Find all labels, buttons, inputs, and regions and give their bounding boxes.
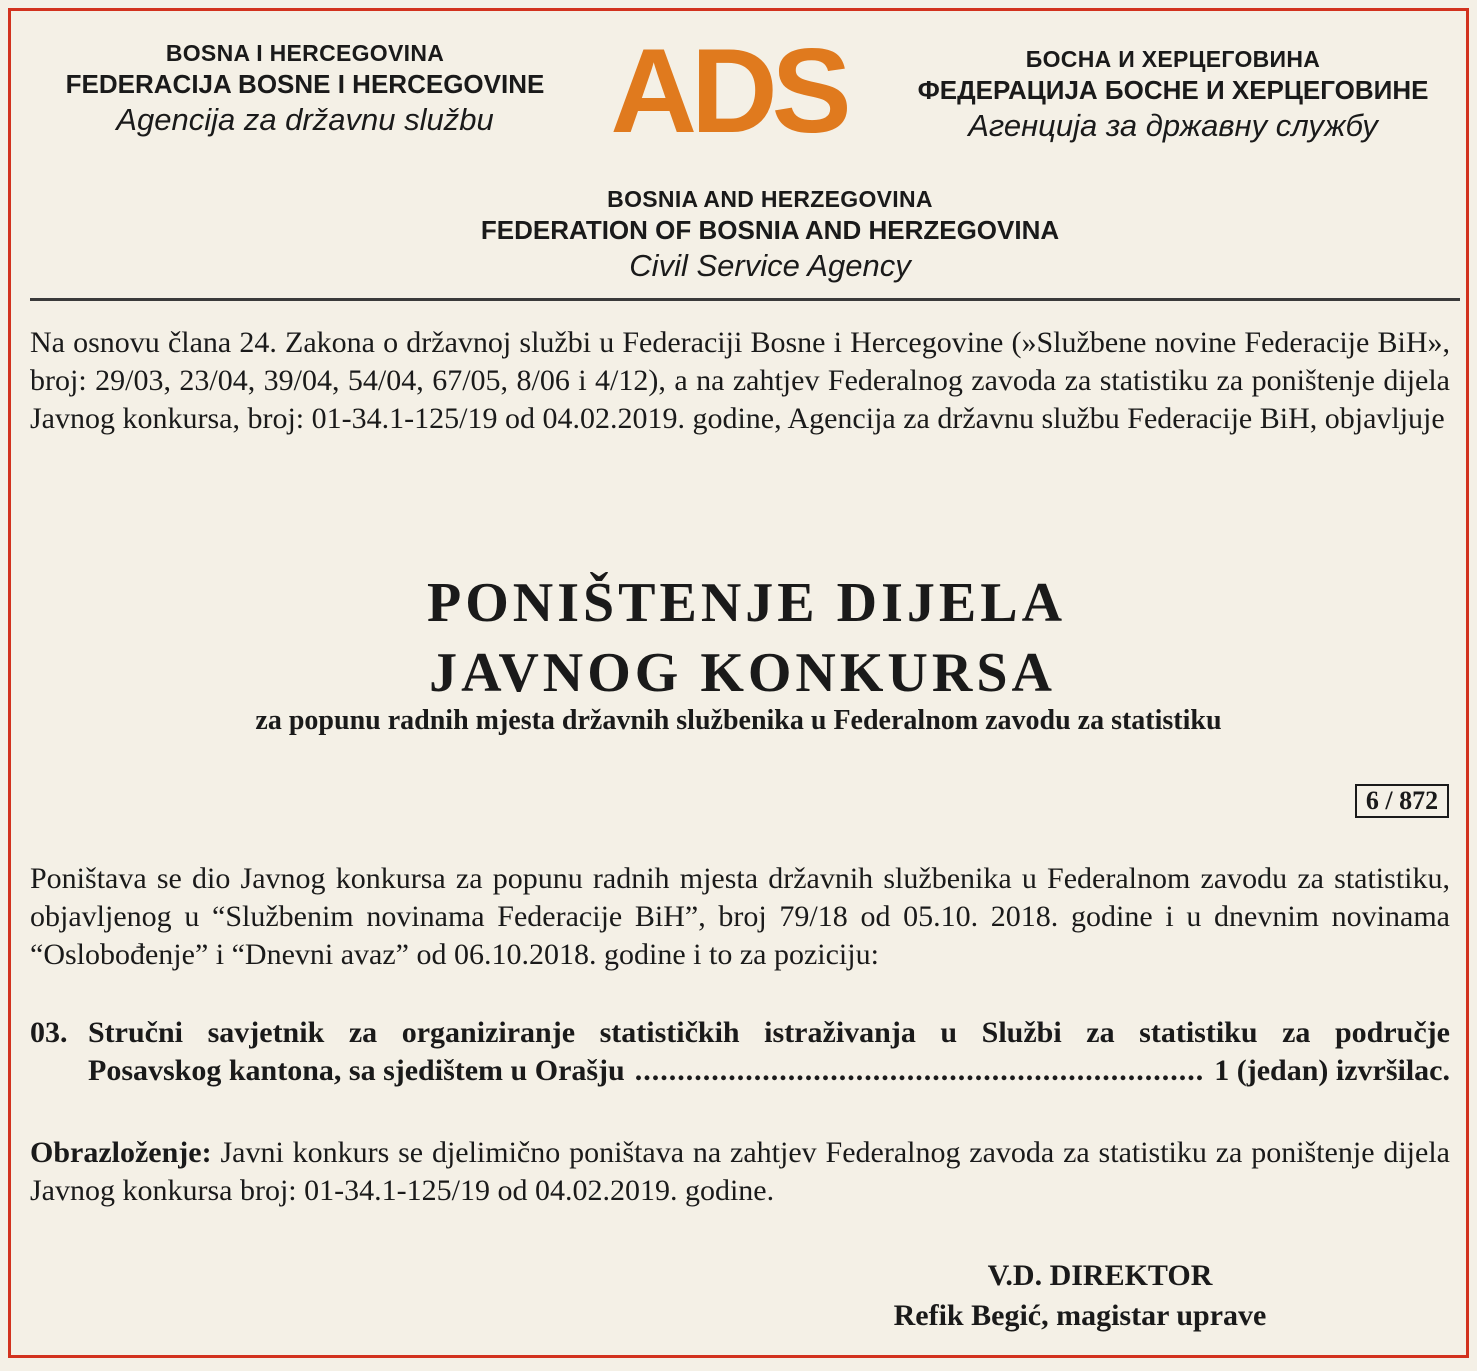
reasoning-label: Obrazloženje: [30,1136,212,1169]
header-right [888,44,1458,146]
header-center-agency: Civil Service Agency [629,248,911,283]
position-title-line-2-row [88,1052,1450,1090]
header-right-country: БОСНА И ХЕРЦЕГОВИНА [1025,46,1321,72]
header-left-country: BOSNA I HERCEGOVINA [165,40,445,66]
position-title-line-2: Posavskog kantona, sa sjedištem u Orašju [88,1054,625,1087]
reasoning-text: Javni konkurs se djelimično poništava na zahtjev Federalnog zavoda za statistiku za poništenje dijela Javnog konkursa broj: 01-34.1-125/19 od 04.02.2019. godine. [30,1136,1450,1207]
header-left-federation: FEDERACIJA BOSNE I HERCEGOVINE [65,69,545,99]
header-center-federation: FEDERATION OF BOSNIA AND HERZEGOVINA [480,215,1060,245]
header-center-country: BOSNIA AND HERZEGOVINA [607,186,933,212]
header-left [40,38,570,140]
header-right-agency: Агенција за државну службу [968,108,1378,143]
reasoning-paragraph [30,1134,1450,1210]
dot-leader [635,1052,1204,1090]
position-title-line-1: Stručni savjetnik za organiziranje statističkih istraživanja u Službi za statistiku za područje [88,1016,1450,1049]
position-count: 1 (jedan) izvršilac. [1214,1054,1450,1087]
position-number: 03. [30,1016,68,1049]
body-paragraph: Poništava se dio Javnog konkursa za popunu radnih mjesta državnih službenika u Federalnom zavodu za statistiku, objavljenog u “Službenim novinama Federacije BiH”, broj 79/18 od 05.10. 2018. godine i u dnevnim novinama “Oslobođenje” i “Dnevni avaz” od 06.10.2018. godine i to za poziciju: [30,862,1450,971]
reference-number: 6 / 872 [1355,784,1449,818]
subtitle: za popunu radnih mjesta državnih službenika u Federalnom zavodu za statistiku [255,705,1222,736]
title-line-1: PONIŠTENJE DIJELA [426,572,1067,634]
signature-name: Refik Begić, magistar uprave [893,1299,1267,1332]
header-center [440,184,1100,286]
intro-paragraph: Na osnovu člana 24. Zakona o državnoj službi u Federaciji Bosne i Hercegovine (»Službene novine Federacije BiH», broj: 29/03, 23/04, 39/04, 54/04, 67/05, 8/06 i 4/12), a na zahtjev Federalnog zavoda za statistiku za poništenje dijela Javnog konkursa, broj: 01-34.1-125/19 od 04.02.2019. godine, Agencija za državnu službu Federacije BiH, objavljuje [30,326,1450,435]
signature-title: V.D. DIREKTOR [987,1259,1213,1292]
header-right-federation: ФЕДЕРАЦИЈА БОСНЕ И ХЕРЦЕГОВИНЕ [917,75,1429,105]
header-divider [30,298,1460,301]
ads-logo [598,32,858,142]
ads-logo-text: ADS [610,32,846,142]
header-left-agency: Agencija za državnu službu [116,102,494,137]
title-line-2: JAVNOG KONKURSA [429,642,1056,704]
